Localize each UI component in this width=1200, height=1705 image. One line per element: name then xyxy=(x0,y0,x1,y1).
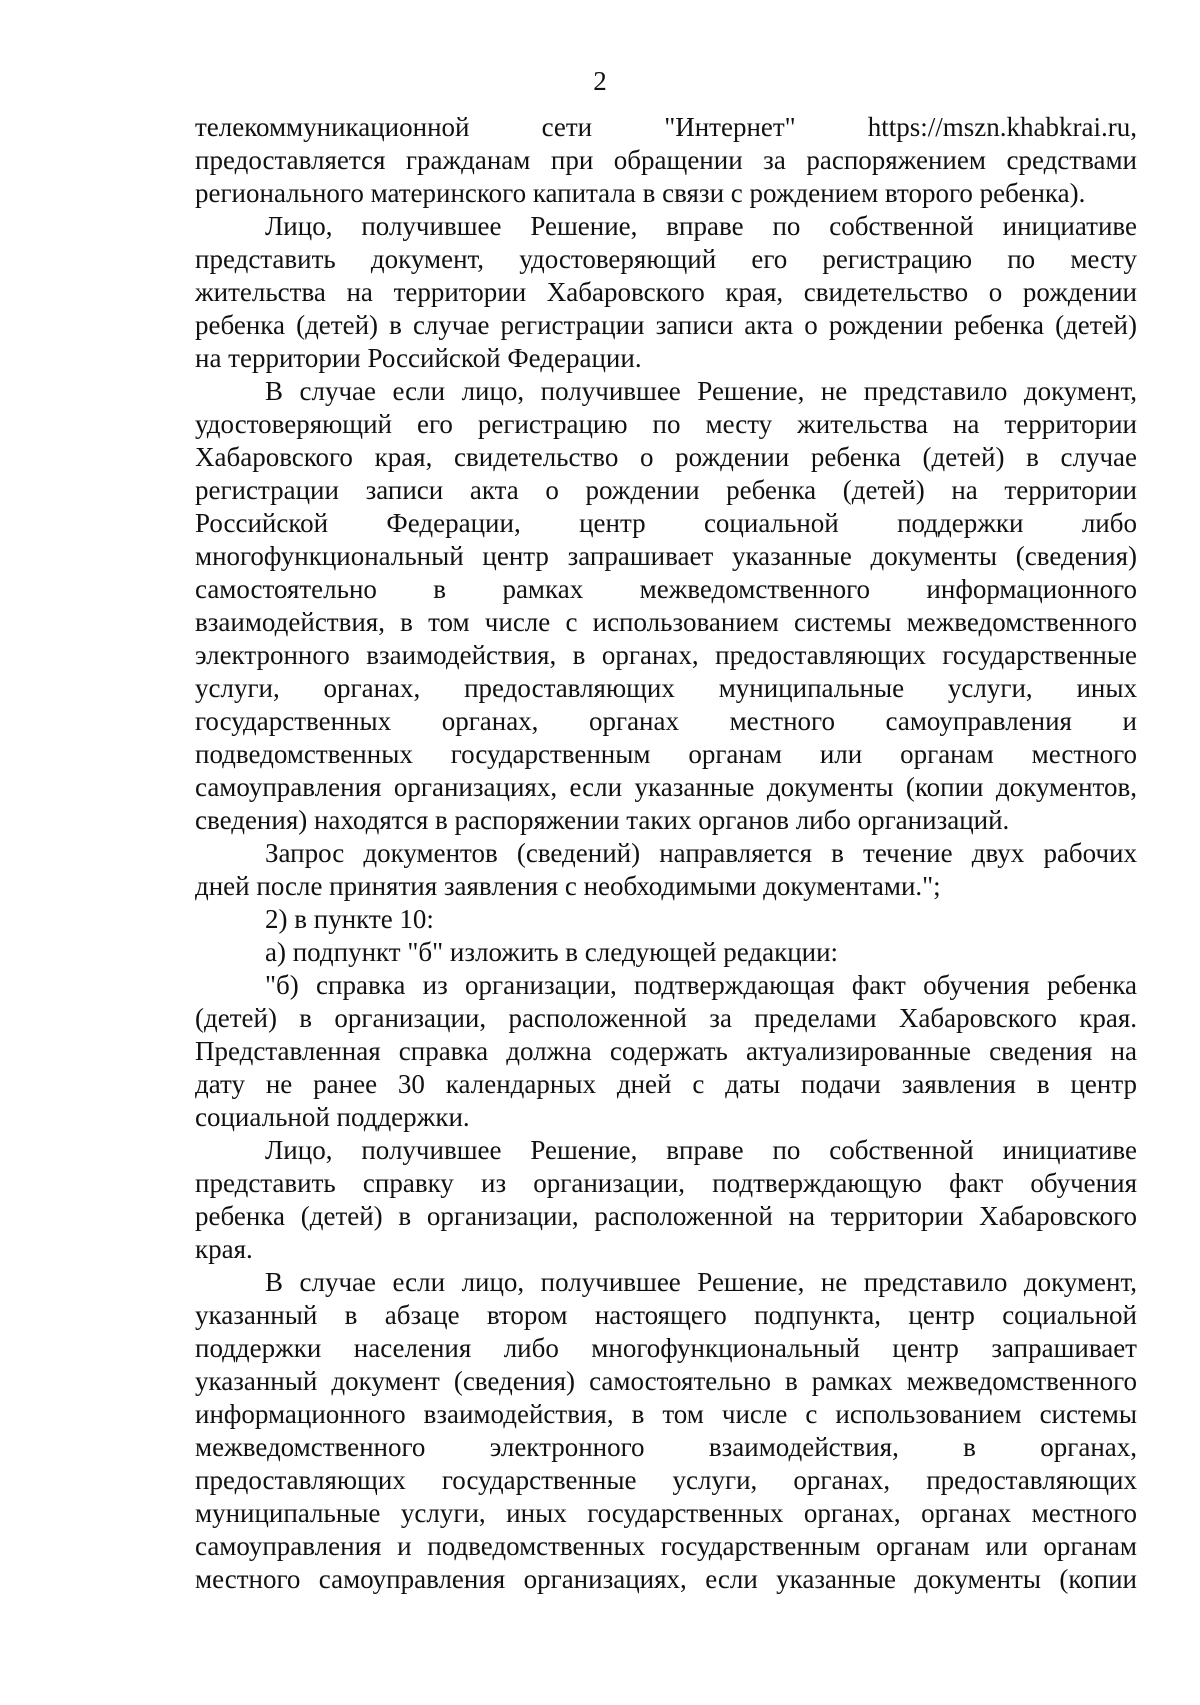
text-line: Хабаровского края, свидетельство о рождении ребенка (детей) в случае xyxy=(195,442,1137,472)
text-line: удостоверяющий его регистрацию по месту жительства на территории xyxy=(195,409,1137,439)
text-line: Российской Федерации, центр социальной поддержки либо xyxy=(195,508,1137,538)
text-line: подведомственных государственным органам или органам местного xyxy=(195,739,1137,769)
text-line: "б) справка из организации, подтверждающая факт обучения ребенка xyxy=(265,970,1137,1000)
text-line: телекоммуникационной сети "Интернет" https://mszn.khabkrai.ru, xyxy=(195,112,1137,142)
text-line: регионального материнского капитала в связи с рождением второго ребенка). xyxy=(195,178,1086,208)
text-line: представить документ, удостоверяющий его регистрацию по месту xyxy=(195,244,1137,274)
text-line: сведения) находятся в распоряжении таких органов либо организаций. xyxy=(195,805,1010,835)
text-line: электронного взаимодействия, в органах, предоставляющих государственные xyxy=(195,640,1137,670)
text-line: многофункциональный центр запрашивает указанные документы (сведения) xyxy=(195,541,1137,571)
text-line: информационного взаимодействия, в том числе с использованием системы xyxy=(195,1399,1137,1429)
text-line: дней после принятия заявления с необходимыми документами."; xyxy=(195,871,941,901)
text-line: Лицо, получившее Решение, вправе по собственной инициативе xyxy=(265,1135,1137,1165)
text-line: местного самоуправления организациях, если указанные документы (копии xyxy=(195,1564,1137,1594)
text-line: на территории Российской Федерации. xyxy=(195,343,642,373)
text-line: Лицо, получившее Решение, вправе по собственной инициативе xyxy=(265,211,1137,241)
text-line: предоставляется гражданам при обращении за распоряжением средствами xyxy=(195,145,1137,175)
text-line: межведомственного электронного взаимодействия, в органах, xyxy=(195,1432,1137,1462)
page-number: 2 xyxy=(593,66,607,96)
text-line: услуги, органах, предоставляющих муниципальные услуги, иных xyxy=(195,673,1137,703)
text-line: самостоятельно в рамках межведомственного информационного xyxy=(195,574,1137,604)
text-line: самоуправления организациях, если указанные документы (копии документов, xyxy=(195,772,1137,802)
text-line: дату не ранее 30 календарных дней с даты подачи заявления в центр xyxy=(195,1069,1137,1099)
text-line: В случае если лицо, получившее Решение, не представило документ, xyxy=(265,376,1137,406)
text-line: предоставляющих государственные услуги, органах, предоставляющих xyxy=(195,1465,1137,1495)
text-line: взаимодействия, в том числе с использованием системы межведомственного xyxy=(195,607,1137,637)
text-line: 2) в пункте 10: xyxy=(265,904,434,934)
text-line: ребенка (детей) в организации, расположенной на территории Хабаровского xyxy=(195,1201,1137,1231)
text-line: указанный документ (сведения) самостоятельно в рамках межведомственного xyxy=(195,1366,1137,1396)
document-body xyxy=(195,111,1137,1596)
text-line: муниципальные услуги, иных государственных органах, органах местного xyxy=(195,1498,1137,1528)
text-line: государственных органах, органах местного самоуправления и xyxy=(195,706,1137,736)
text-line: социальной поддержки. xyxy=(195,1102,470,1132)
text-line: Представленная справка должна содержать актуализированные сведения на xyxy=(195,1036,1137,1066)
text-line: поддержки населения либо многофункциональный центр запрашивает xyxy=(195,1333,1137,1363)
text-line: регистрации записи акта о рождении ребенка (детей) на территории xyxy=(195,475,1137,505)
text-line: (детей) в организации, расположенной за пределами Хабаровского края. xyxy=(195,1003,1137,1033)
text-line: самоуправления и подведомственных государственным органам или органам xyxy=(195,1531,1137,1561)
text-line: ребенка (детей) в случае регистрации записи акта о рождении ребенка (детей) xyxy=(195,310,1137,340)
text-line: а) подпункт "б" изложить в следующей редакции: xyxy=(265,937,839,967)
text-line: жительства на территории Хабаровского края, свидетельство о рождении xyxy=(195,277,1137,307)
text-line: края. xyxy=(195,1234,253,1264)
text-line: указанный в абзаце втором настоящего подпункта, центр социальной xyxy=(195,1300,1137,1330)
text-line: представить справку из организации, подтверждающую факт обучения xyxy=(195,1168,1137,1198)
text-line: Запрос документов (сведений) направляется в течение двух рабочих xyxy=(265,838,1137,868)
text-line: В случае если лицо, получившее Решение, не представило документ, xyxy=(265,1267,1137,1297)
